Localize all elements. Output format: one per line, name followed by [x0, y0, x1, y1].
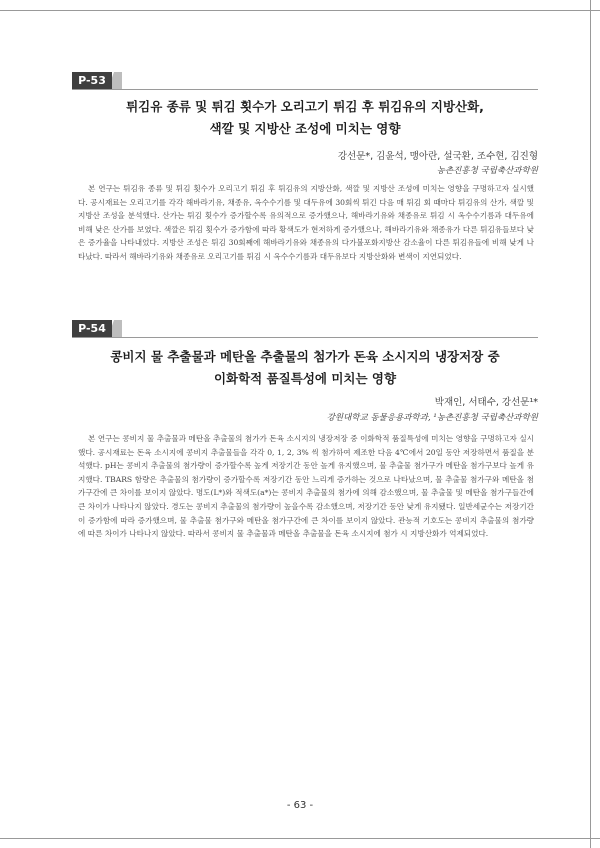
section-badge-p54	[72, 320, 122, 337]
abstract-body: 본 연구는 콩비지 물 추출물과 메탄올 추출물의 첨가가 돈육 소시지의 냉장저장 중 이화학적 품질특성에 미치는 영향을 구명하고자 실시했다. 공시재료는 돈육 소시지에 콩비지 추출물들을 각각 0, 1, 2, 3% 씩 첨가하여 제조한 다음 4℃에서 20일 동안 저장하면서 품질을 분석했다. pH는 콩비지 추출물의 첨가량이 증가할수록 높게 저장기간 동안 높게 유지했으며, 물 추출물 첨가구가 메탄올 첨가구보다 높게 유지했다. TBARS 함량은 추출물의 첨가량이 증가할수록 저장기간 동안 느리게 증가하는 것으로 나타났으며, 물 추출물 첨가구와 메탄올 첨가구간에 큰 차이를 보이지 않았다. 명도(L*)와 적색도(a*)는 콩비지 추출물의 첨가에 의해 감소했으며, 물 추출물 및 메탄올 첨가구들간에 큰 차이가 나타나지 않았다. 경도는 콩비지 추출물의 첨가량이 높을수록 감소했으며, 저장기간 동안 낮게 유지됐다. 일반세균수는 저장기간이 증가함에 따라 증가했으며, 물 추출물 첨가구와 메탄올 첨가구간에 큰 차이를 보이지 않았다. 관능적 기호도는 콩비지 추출물의 첨가량에 따른 차이가 나타나지 않았다. 따라서 콩비지 물 추출물과 메탄올 추출물을 돈육 소시지에 첨가 시 지방산화가 억제되었다.	[78, 434, 534, 539]
badge-label: P-54	[72, 320, 112, 337]
badge-label: P-53	[72, 72, 112, 89]
abstract-title-line: 콩비지 물 추출물과 메탄올 추출물의 첨가가 돈육 소시지의 냉장저장 중	[110, 349, 500, 364]
section-divider	[72, 89, 538, 90]
trim-line-right	[590, 0, 591, 848]
abstract-body: 본 연구는 튀김유 종류 및 튀김 횟수가 오리고기 튀김 후 튀김유의 지방산화, 색깔 및 지방산 조성에 미치는 영향을 구명하고자 실시했다. 공시재료는 오리고기를 각각 해바라기유, 채종유, 옥수수기름 및 대두유에 30회씩 튀긴 다음 매 튀김 회 때마다 튀김유의 산가, 색깔 및 지방산 조성을 분석했다. 산가는 튀김 횟수가 증가할수록 유의적으로 증가했으나, 해바라기유와 채종유로 튀김 시 옥수수기름과 대두유에 비해 낮은 산가를 보였다. 색깔은 튀김 횟수가 증가함에 따라 황색도가 현저하게 증가했으나, 해바라기유와 채종유가 다른 튀김유들보다 낮은 증가율을 나타내었다. 지방산 조성은 튀김 30회째에 해바라기유와 채종유의 다가불포화지방산 감소율이 다른 튀김유들에 비해 낮게 나타났다. 따라서 해바라기유와 채종유로 오리고기를 튀김 시 옥수수기름과 대두유보다 지방산화와 변색이 지연되었다.	[78, 184, 534, 261]
author-list: 박재인, 서태수, 강선문¹*	[434, 397, 538, 408]
trim-line-top	[0, 10, 600, 11]
abstract-title-line: 색깔 및 지방산 조성에 미치는 영향	[209, 121, 401, 136]
page-number: - 63 -	[286, 800, 314, 811]
abstract-title-line: 이화학적 품질특성에 미치는 영향	[213, 371, 397, 386]
author-list: 강선문*, 김윤석, 맹아란, 설국환, 조수현, 김진형	[337, 151, 538, 162]
affiliation: 농촌진흥청 국립축산과학원	[436, 166, 538, 176]
trim-line-bottom	[0, 838, 600, 839]
section-divider	[72, 337, 538, 338]
section-badge-p53	[72, 72, 122, 89]
abstract-title-line: 튀김유 종류 및 튀김 횟수가 오리고기 튀김 후 튀김유의 지방산화,	[126, 99, 484, 114]
affiliation: 강원대학교 동물응용과학과, ¹농촌진흥청 국립축산과학원	[326, 413, 538, 423]
